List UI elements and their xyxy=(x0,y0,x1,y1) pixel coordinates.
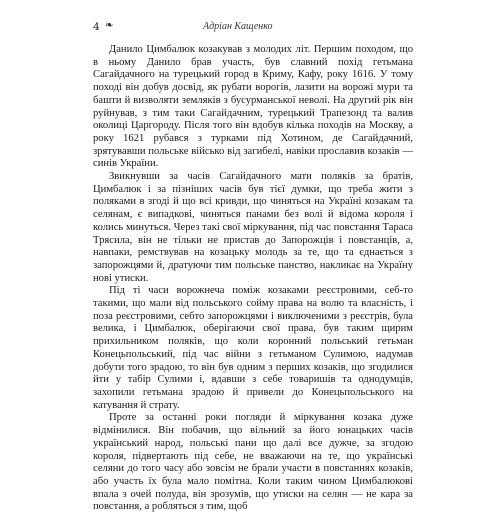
paragraph: Данило Цимбалюк козакував з молодих літ. Першим походом, що в ньому Данило брав участь, був славний похід гетьмана Сагайдачного на турецький город в Криму, Кафу, року 1616. У тому поході він добув досвід, як рубати ворогів, лазити на ворожі мури та башти й визволяти земляків з бусурманської неволі. На другий рік він руйнував, з тим таки Сагайдачним, турецький Трапезонд та валив околиці Царгороду. Після того він вдобув кілька походів на Москву, а року 1621 рубався з турками під Хотином, де Сагайдачний, зрятувавши польське військо від загибелі, навіки прославив козаків — синів України. xyxy=(93,44,413,170)
page-header xyxy=(93,21,413,35)
paragraph: Під ті часи ворожнеча поміж козаками реєстровими, себ-то такими, що мали від польського сойму права на волю та власність, і поза реєстровими, себто запорожцями і виключеними з реєстрів, була велика, і Цимбалюк, оберігаючи свої права, був таким щирим прихильником поляків, що коли коронний польський гетьман Конецьпольський, під час війни з гетьманом Сулимою, надумав добути того зрадою, то він був одним з перших козаків, що згодилися йти у табір Сулими і, вдавши з себе товаришів та однодумців, захопили гетьмана зрадою й привели до Конецьпольського на катування й страту. xyxy=(93,285,413,411)
paragraph: Проте за останні роки погляди й міркування козака дуже відмінилися. Він побачив, що вільний за його юнацьких часів український народ, польські пани що далі все дужче, за згодою короля, підвертають під себе, не вважаючи на те, що українські селяни до того часу або зовсім не брали участи в повстаннях козаків, або участь їх була мало помітна. Коли таким чином Цимбалюкові впала з очей полуда, він зрозумів, що утиски на селян — не кара за повстання, а робляться з тим, щоб xyxy=(93,412,413,513)
body-text xyxy=(93,44,413,514)
running-head: Адріан Кащенко xyxy=(203,21,273,32)
fleuron-icon: ❧ xyxy=(105,20,114,31)
page-number: 4 xyxy=(93,21,100,33)
paragraph: Звикнувши за часів Сагайдачного мати поляків за братів, Цимбалюк і за пізніших часів був тієї думки, що треба жити з поляками в згоді й що всі кривди, що чиняться на Україні козакам та селянам, є випадкові, чиняться панами без волі й відома короля і колись минуться. Через такі свої міркування, під час повстання Тараса Трясила, він не тільки не пристав до Запорожців і повстанців, а, навпаки, ремствував на козацьку молодь за те, що та єднається з запорожцями й, дратуючи тим польське панство, накликає на Україну нові утиски. xyxy=(93,171,413,284)
